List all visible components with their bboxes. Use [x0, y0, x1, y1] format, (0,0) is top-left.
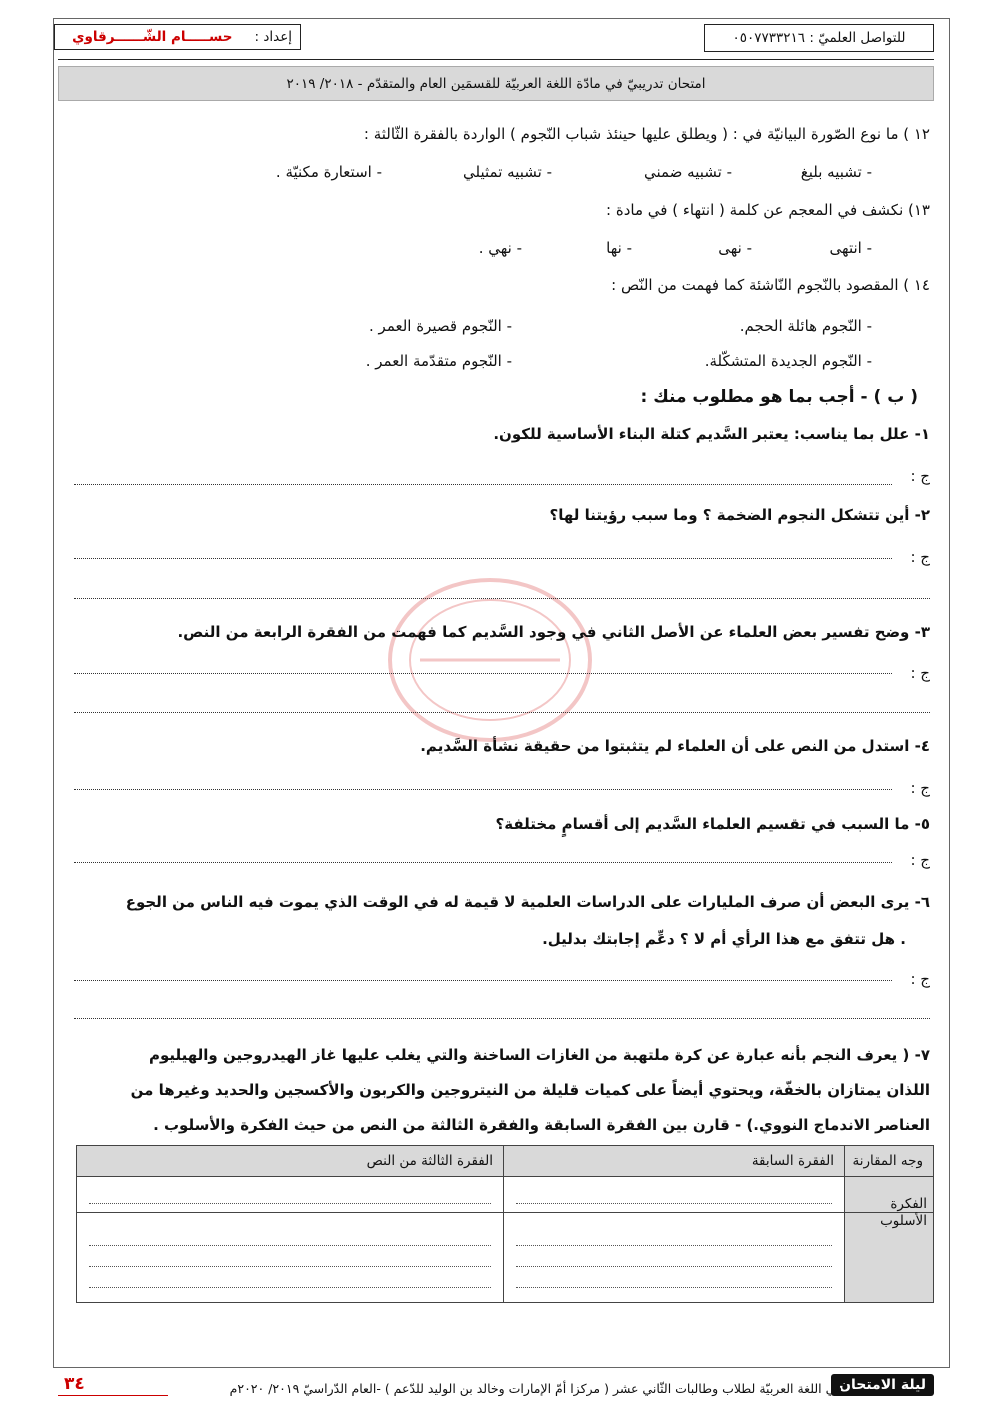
exam-subject: امتحان تدريبيّ في مادّة اللغة العربيّة للقسمَين العام والمتقدّم - ٢٠١٨/ ٢٠١٩ — [58, 66, 934, 101]
row-idea: الفكرة — [845, 1177, 934, 1213]
answer-line[interactable] — [74, 598, 930, 599]
answer-label-5: ج : — [910, 851, 930, 869]
answer-line[interactable] — [74, 712, 930, 713]
q12-option-2[interactable]: - تشبيه ضمني — [643, 163, 732, 181]
question-6-continued: . هل تتفق مع هذا الرأي أم لا ؟ دعِّم إجابتك بدليل. — [542, 930, 906, 948]
answer-line[interactable] — [74, 862, 892, 863]
q13-option-2[interactable]: - نهى — [718, 239, 752, 257]
question-3: ٣- وضح تفسير بعض العلماء عن الأصل الثاني في وجود السَّديم كما فهمت من الفقرة الرابعة من النص. — [177, 623, 930, 641]
q12-option-4[interactable]: - استعارة مكنيّة . — [275, 163, 382, 181]
style-previous-cell[interactable] — [504, 1213, 845, 1303]
q13-option-4[interactable]: - نهي . — [478, 239, 522, 257]
q13-option-1[interactable]: - انتهى — [829, 239, 872, 257]
section-b-header: ( ب ) - أجب بما هو مطلوب منك : — [640, 387, 918, 407]
question-4: ٤- استدل من النص على أن العلماء لم يتثبتوا من حقيقة نشأة السَّديم. — [420, 737, 930, 755]
question-6: ٦- يرى البعض أن صرف المليارات على الدراسات العلمية لا قيمة له في الوقت الذي يموت فيه الناس من الجوع — [125, 893, 930, 911]
answer-line[interactable] — [74, 1018, 930, 1019]
answer-line[interactable] — [74, 789, 892, 790]
style-third-cell[interactable] — [77, 1213, 504, 1303]
q12-option-1[interactable]: - تشبيه بليغ — [800, 163, 872, 181]
answer-label-3: ج : — [910, 664, 930, 682]
question-2: ٢- أين تتشكل النجوم الضخمة ؟ وما سبب رؤيتنا لها؟ — [549, 506, 930, 524]
q7-line-3: العناصر الاندماج النووي.) - قارن بين الفقرة السابقة والفقرة الثالثة من النص من حيث الفكرة والأسلوب . — [153, 1116, 930, 1134]
contact-box — [704, 24, 934, 52]
q14-option-1[interactable]: - النّجوم هائلة الحجم. — [739, 317, 872, 335]
answer-label-6: ج : — [910, 970, 930, 988]
comparison-table — [76, 1145, 934, 1303]
footer-text: في اللغة العربيّة لطلاب وطالبات الثّاني عشر ( مركزا أمّ الإمارات وخالد بن الوليد للدّعم ) -العام الدّراسيّ ٢٠١٩/ ٢٠٢٠م — [229, 1381, 842, 1396]
page-number: ٣٤ — [64, 1374, 85, 1394]
q13-text: ١٣) نكشف في المعجم عن كلمة ( انتهاء ) في مادة : — [606, 201, 930, 219]
answer-line[interactable] — [74, 558, 892, 559]
q14-text: ١٤ ) المقصود بالنّجوم النّاشئة كما فهمت من النّص : — [611, 276, 930, 294]
answer-line[interactable] — [74, 980, 892, 981]
question-1: ١- علل بما يناسب: يعتبر السَّديم كتلة البناء الأساسية للكون. — [493, 425, 930, 443]
q12-text: ١٢ ) ما نوع الصّورة البيانيّة في : ( ويطلق عليها حينئذ شباب النّجوم ) الواردة بالفقرة الثّالثة : — [363, 125, 930, 143]
row-style: الأسلوب — [845, 1213, 934, 1303]
q13-option-3[interactable]: - نها — [606, 239, 632, 257]
answer-line[interactable] — [74, 673, 892, 674]
prepared-box — [54, 24, 301, 50]
answer-line[interactable] — [74, 484, 892, 485]
idea-previous-cell[interactable] — [504, 1177, 845, 1213]
brand-logo: ليلة الامتحان — [831, 1374, 934, 1396]
prepared-label: إعداد : — [254, 29, 292, 45]
header-rule — [58, 59, 934, 60]
q14-option-4[interactable]: - النّجوم متقدّمة العمر . — [365, 352, 512, 370]
q14-option-2[interactable]: - النّجوم قصيرة العمر . — [369, 317, 512, 335]
q7-line-2: اللذان يمتازان بالخفّة، ويحتوي أيضاً على كميات قليلة من النيتروجين والكربون والأكسجين والحديد وغيرها من — [130, 1081, 930, 1099]
q7-line-1: ٧- ( يعرف النجم بأنه عبارة عن كرة ملتهبة من الغازات الساخنة والتي يغلب عليها غاز الهيدروجين والهيليوم — [148, 1046, 930, 1064]
author-name: حســـــام الشّــــــرقاوي — [72, 29, 233, 45]
answer-label-4: ج : — [910, 779, 930, 797]
answer-label-2: ج : — [910, 548, 930, 566]
header-aspect: وجه المقارنة — [845, 1146, 934, 1177]
q12-option-3[interactable]: - تشبيه تمثيلي — [463, 163, 552, 181]
question-5: ٥- ما السبب في تقسيم العلماء السَّديم إلى أقسامٍ مختلفة؟ — [495, 815, 930, 833]
header-third-paragraph: الفقرة الثالثة من النص — [77, 1146, 504, 1177]
q14-option-3[interactable]: - النّجوم الجديدة المتشكّلة. — [704, 352, 872, 370]
idea-third-cell[interactable] — [77, 1177, 504, 1213]
contact-text: للتواصل العلميّ : ٠٥٠٧٧٣٣٢١٦ — [732, 30, 906, 46]
header-previous-paragraph: الفقرة السابقة — [504, 1146, 845, 1177]
page-number-underline — [58, 1395, 168, 1396]
answer-label-1: ج : — [910, 467, 930, 485]
